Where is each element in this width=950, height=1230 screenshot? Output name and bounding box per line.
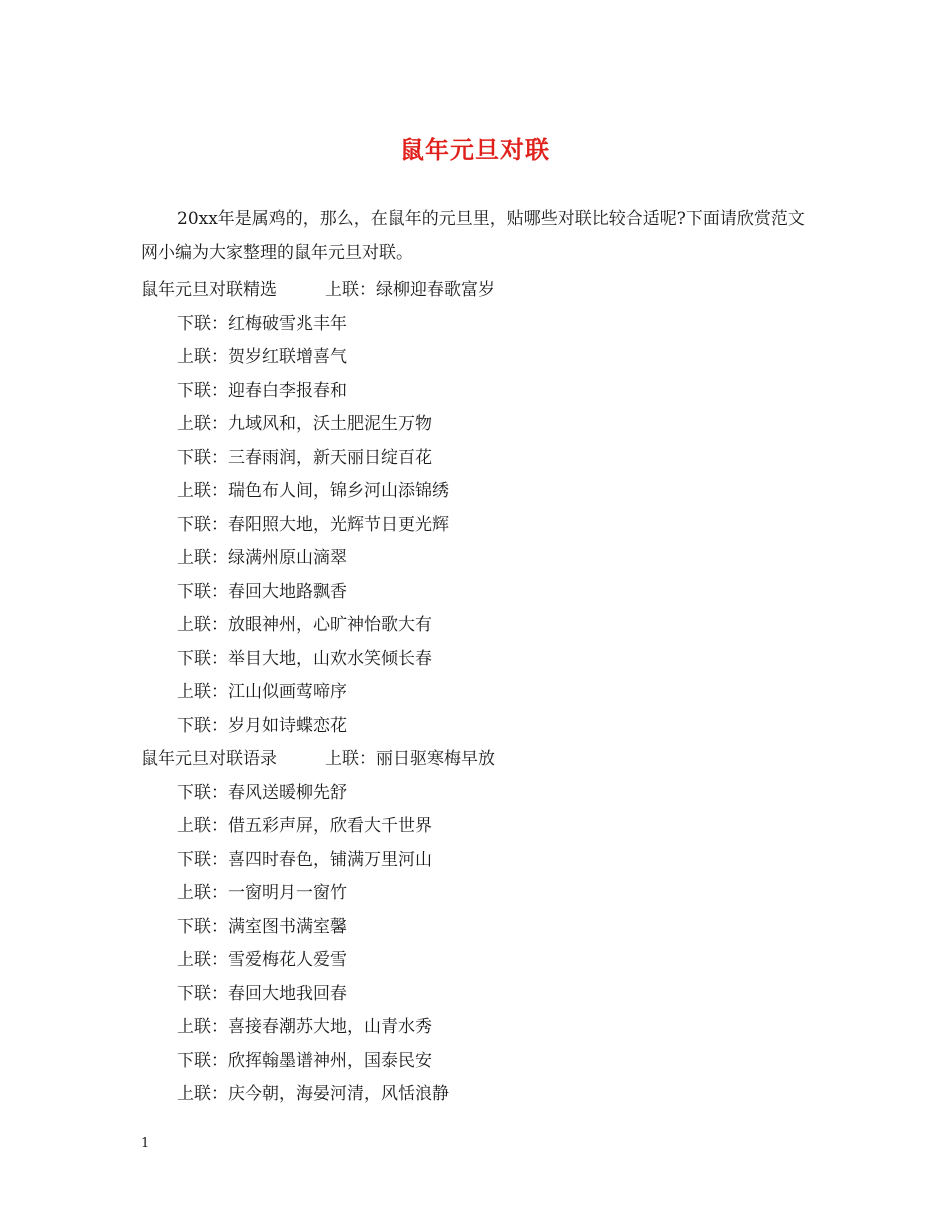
couplet-line bbox=[141, 944, 821, 978]
couplet-text: 上联：丽日驱寒梅早放 bbox=[325, 749, 495, 769]
couplet-line bbox=[141, 676, 821, 710]
couplet-line bbox=[141, 1011, 821, 1045]
couplet-line bbox=[141, 911, 821, 945]
couplet-text: 上联：放眼神州，心旷神怡歌大有 bbox=[177, 615, 432, 635]
couplet-text: 下联：春风送暖柳先舒 bbox=[177, 782, 347, 803]
couplet-text: 下联：岁月如诗蝶恋花 bbox=[177, 715, 347, 736]
couplet-line bbox=[141, 576, 821, 610]
couplet-line bbox=[141, 710, 821, 744]
couplet-text: 下联：喜四时春色，铺满万里河山 bbox=[177, 849, 432, 870]
couplet-line bbox=[141, 978, 821, 1012]
couplet-text: 下联：迎春白李报春和 bbox=[177, 380, 347, 401]
section-heading-line bbox=[141, 743, 821, 777]
couplet-text: 下联：春回大地我回春 bbox=[177, 983, 347, 1004]
couplet-line bbox=[141, 408, 821, 442]
couplet-text: 上联：瑞色布人间，锦乡河山添锦绣 bbox=[177, 481, 449, 501]
couplet-text: 下联：春阳照大地，光辉节日更光辉 bbox=[177, 514, 449, 535]
couplet-text: 下联：举目大地，山欢水笑倾长春 bbox=[177, 648, 432, 669]
couplet-text: 上联：庆今朝，海晏河清，风恬浪静 bbox=[177, 1084, 449, 1104]
couplet-line bbox=[141, 777, 821, 811]
couplet-text: 下联：春回大地路飘香 bbox=[177, 581, 347, 602]
couplet-text: 上联：贺岁红联增喜气 bbox=[177, 347, 347, 367]
couplet-line bbox=[141, 509, 821, 543]
couplet-line bbox=[141, 442, 821, 476]
couplet-line bbox=[141, 1045, 821, 1079]
couplet-text: 上联：雪爱梅花人爱雪 bbox=[177, 950, 347, 970]
document-title: 鼠年元旦对联 bbox=[400, 135, 550, 164]
section-heading: 鼠年元旦对联精选 bbox=[141, 280, 277, 300]
couplet-text: 下联：满室图书满室馨 bbox=[177, 916, 347, 937]
couplet-line bbox=[141, 475, 821, 509]
section-heading: 鼠年元旦对联语录 bbox=[141, 749, 277, 769]
couplet-line bbox=[141, 810, 821, 844]
couplet-text: 下联：欣挥翰墨谱神州，国泰民安 bbox=[177, 1050, 432, 1071]
couplet-text: 下联：三春雨润，新天丽日绽百花 bbox=[177, 447, 432, 468]
couplet-line bbox=[141, 1078, 821, 1112]
couplet-text: 上联：九域风和，沃土肥泥生万物 bbox=[177, 414, 432, 434]
couplet-line bbox=[141, 844, 821, 878]
couplet-text: 上联：江山似画莺啼序 bbox=[177, 682, 347, 702]
couplet-line bbox=[141, 375, 821, 409]
couplet-text: 上联：绿满州原山滴翠 bbox=[177, 548, 347, 568]
couplet-text: 上联：借五彩声屏，欣看大千世界 bbox=[177, 816, 432, 836]
couplet-text: 上联：一窗明月一窗竹 bbox=[177, 883, 347, 903]
couplet-line bbox=[141, 643, 821, 677]
couplet-text: 下联：红梅破雪兆丰年 bbox=[177, 313, 347, 334]
couplet-text: 上联：绿柳迎春歌富岁 bbox=[325, 280, 495, 300]
couplet-line bbox=[141, 308, 821, 342]
couplet-list bbox=[141, 274, 821, 1112]
couplet-text: 上联：喜接春潮苏大地，山青水秀 bbox=[177, 1017, 432, 1037]
couplet-line bbox=[141, 341, 821, 375]
intro-paragraph: 20xx年是属鸡的，那么，在鼠年的元旦里，贴哪些对联比较合适呢?下面请欣赏范文网小编为大家整理的鼠年元旦对联。 bbox=[141, 209, 805, 263]
couplet-line bbox=[141, 609, 821, 643]
couplet-line bbox=[141, 877, 821, 911]
couplet-line bbox=[141, 542, 821, 576]
section-heading-line bbox=[141, 274, 821, 308]
page-number: 1 bbox=[141, 1136, 150, 1151]
